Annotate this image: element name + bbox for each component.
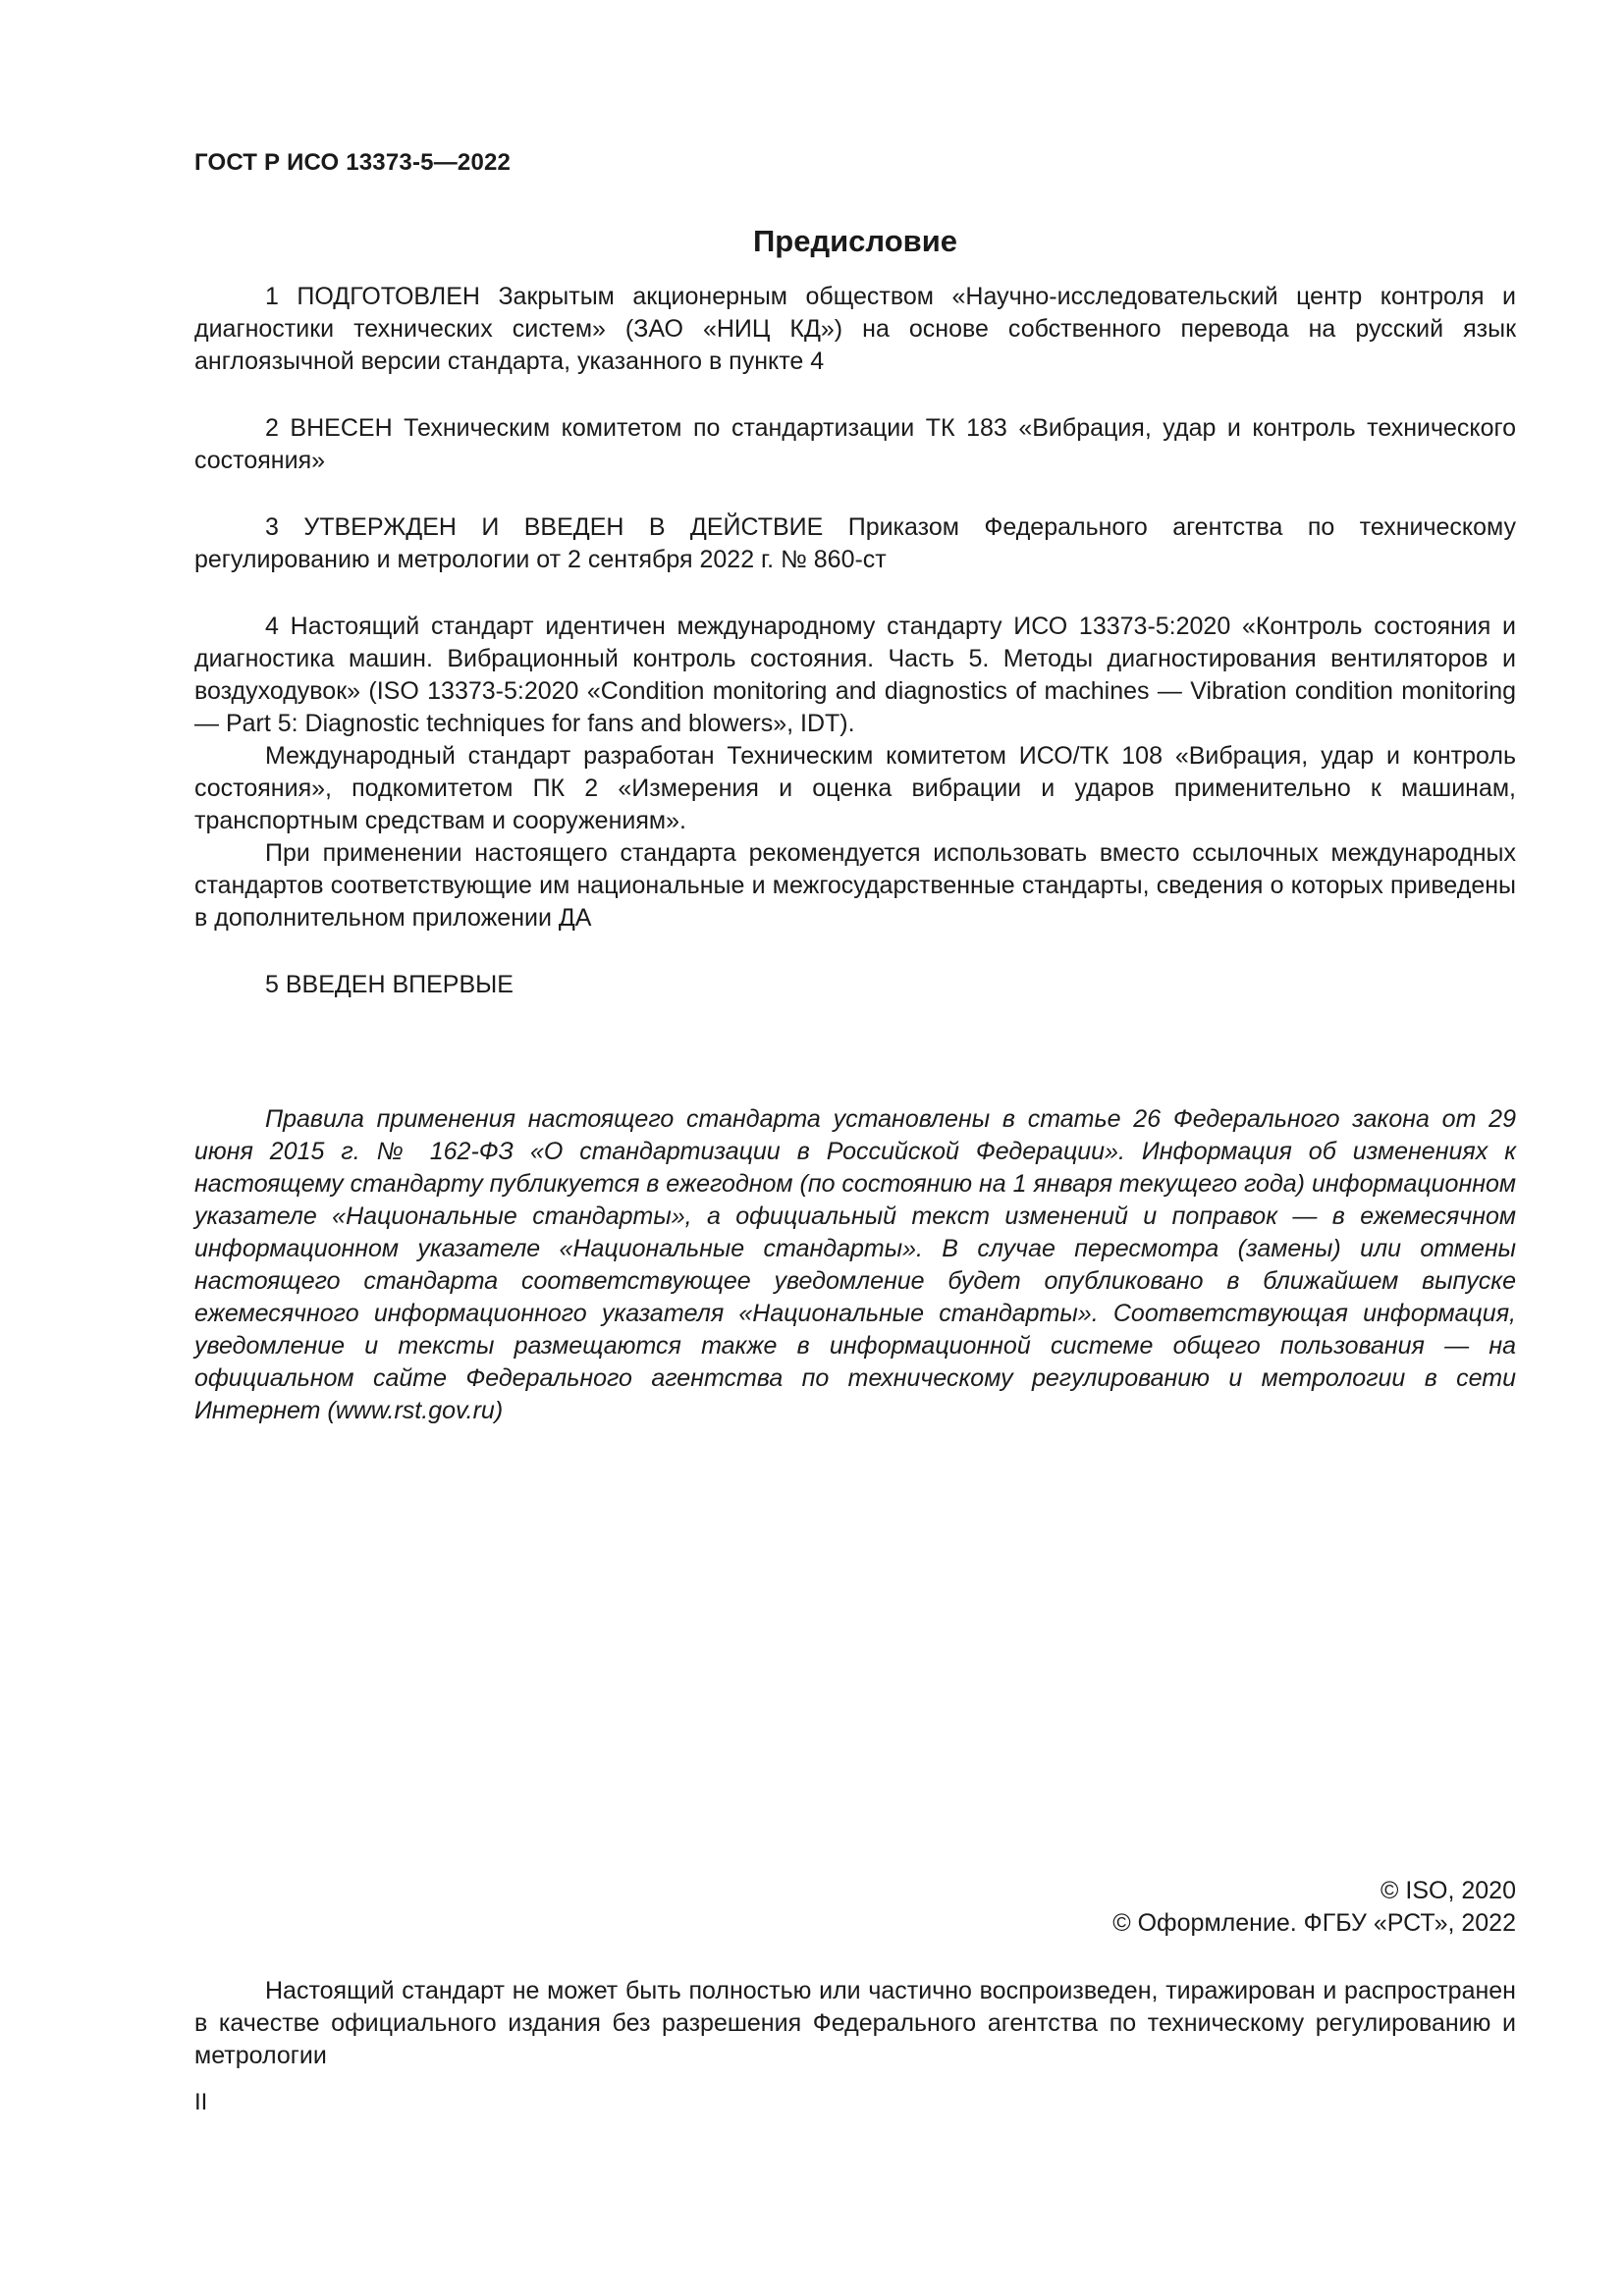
paragraph-approved: 3 УТВЕРЖДЕН И ВВЕДЕН В ДЕЙСТВИЕ Приказом Федерального агентства по техническому регулированию и метрологии от 2 сентября 2022 г. № 860-ст [194,513,1516,573]
paragraph-references: При применении настоящего стандарта рекомендуется использовать вместо ссылочных международных стандартов соответствующие им национальные и межгосударственные стандарты, сведения о которых приведены в дополнительном приложении ДА [194,839,1516,932]
copyright-design: © Оформление. ФГБУ «РСТ», 2022 [1112,1909,1516,1937]
page-title: Предисловие [752,224,957,258]
standard-id-header: ГОСТ Р ИСО 13373-5—2022 [194,149,512,176]
reproduction-notice: Настоящий стандарт не может быть полностью или частично воспроизведен, тиражирован и распространен в качестве официального издания без разрешения Федерального агентства по техническому регулированию и метрологии [194,1977,1516,2069]
paragraph-submitted: 2 ВНЕСЕН Техническим комитетом по стандартизации ТК 183 «Вибрация, удар и контроль технического состояния» [194,414,1516,474]
application-rules-notice: Правила применения настоящего стандарта установлены в статье 26 Федерального закона от 29 июня 2015 г. № 162-ФЗ «О стандартизации в Российской Федерации». Информация об изменениях к настоящему стандарту публикуется в ежегодном (по состоянию на 1 января текущего года) информационном указателе «Национальные стандарты», а официальный текст изменений и поправок — в ежемесячном информационном указателе «Национальные стандарты». В случае пересмотра (замены) или отмены настоящего стандарта соответствующее уведомление будет опубликовано в ближайшем выпуске ежемесячного информационного указателя «Национальные стандарты». Соответствующая информация, уведомление и тексты размещаются также в информационной системе общего пользования — на официальном сайте Федерального агентства по техническому регулированию и метрологии в сети Интернет (www.rst.gov.ru) [194,1105,1517,1424]
paragraph-identical: 4 Настоящий стандарт идентичен международному стандарту ИСО 13373-5:2020 «Контроль состояния и диагностика машин. Вибрационный контроль состояния. Часть 5. Методы диагностирования вентиляторов и воздуходувок» (ISO 13373-5:2020 «Condition monitoring and diagnostics of machines — Vibration condition monitoring — Part 5: Diagnostic techniques for fans and blowers», IDT). [194,613,1516,737]
paragraph-prepared: 1 ПОДГОТОВЛЕН Закрытым акционерным обществом «Научно-исследовательский центр контроля и диагностики технических систем» (ЗАО «НИЦ КД») на основе собственного перевода на русский язык англоязычной версии стандарта, указанного в пункте 4 [194,283,1516,375]
foreword-body [194,281,1516,1001]
copyright-block [1112,1875,1516,1940]
copyright-iso: © ISO, 2020 [1380,1877,1516,1904]
page-number: II [194,2089,208,2115]
paragraph-first-introduced: 5 ВВЕДЕН ВПЕРВЫЕ [265,971,514,998]
paragraph-developed: Международный стандарт разработан Техническим комитетом ИСО/ТК 108 «Вибрация, удар и контроль состояния», подкомитетом ПК 2 «Измерения и оценка вибрации и ударов применительно к машинам, транспортным средствам и сооружениям». [194,742,1516,834]
